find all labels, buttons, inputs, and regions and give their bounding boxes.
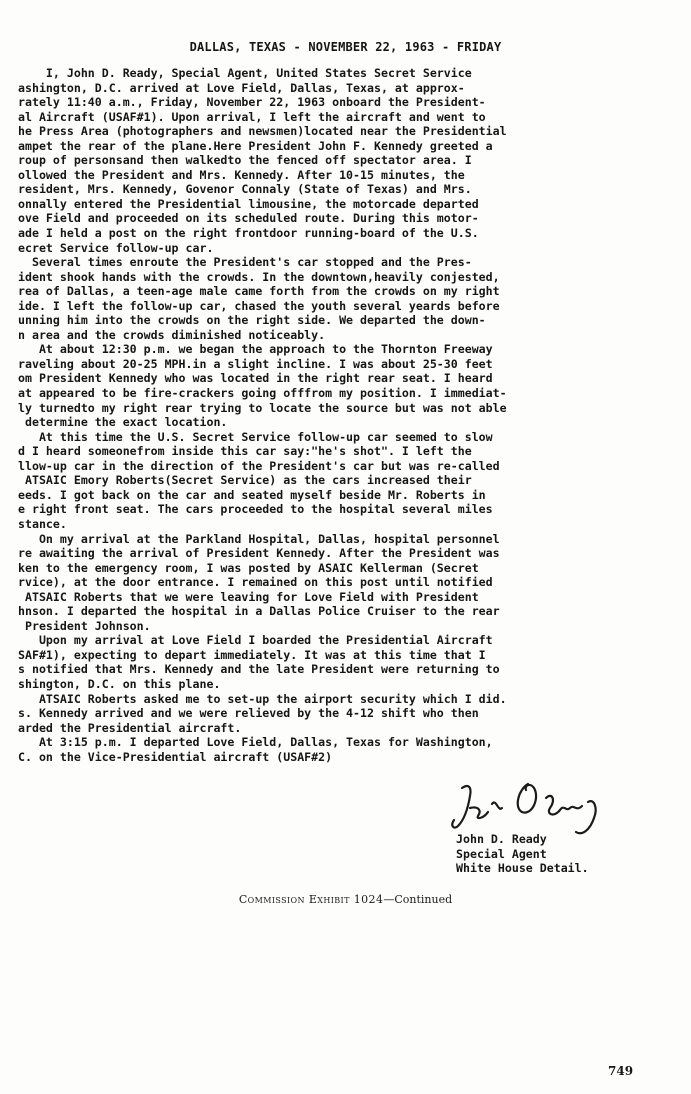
statement-line: ide. I left the follow-up car, chased the youth several yeards before [18, 298, 500, 313]
exhibit-label: Commission Exhibit 1024 [238, 893, 384, 906]
statement-line: ken to the emergency room, I was posted by ASAIC Kellerman (Secret [18, 560, 479, 575]
statement-line: SAF#1), expecting to depart immediately. It was at this time that I [18, 647, 486, 662]
statement-line: On my arrival at the Parkland Hospital, Dallas, hospital personnel [18, 531, 500, 546]
exhibit-suffix: —Continued [383, 893, 453, 906]
statement-line: ident shook hands with the crowds. In the downtown,heavily conjested, [18, 269, 500, 284]
statement-line: onnally entered the Presidential limousine, the motorcade departed [18, 196, 479, 211]
statement-body [18, 66, 668, 764]
statement-line: ampet the rear of the plane.Here President John F. Kennedy greeted a [18, 138, 493, 153]
statement-line: rvice), at the door entrance. I remained on this post until notified [18, 575, 493, 590]
statement-line: shington, D.C. on this plane. [18, 676, 221, 691]
statement-line: roup of personsand then walkedto the fenced off spectator area. I [18, 153, 472, 168]
statement-line: he Press Area (photographers and newsmen)located near the Presidential [18, 124, 507, 139]
statement-line: ashington, D.C. arrived at Love Field, Dallas, Texas, at approx- [18, 80, 465, 95]
signer-name: John D. Ready [456, 832, 547, 846]
statement-line: om President Kennedy who was located in the right rear seat. I heard [18, 371, 493, 386]
exhibit-caption [0, 893, 691, 906]
statement-line: Upon my arrival at Love Field I boarded the Presidential Aircraft [18, 633, 493, 648]
document-header: DALLAS, TEXAS - NOVEMBER 22, 1963 - FRIDAY [189, 40, 502, 54]
handwritten-signature-icon [448, 778, 608, 838]
statement-line: n area and the crowds diminished noticeably. [18, 327, 326, 342]
statement-line: At 3:15 p.m. I departed Love Field, Dallas, Texas for Washington, [18, 735, 493, 750]
statement-line: s. Kennedy arrived and we were relieved by the 4-12 shift who then [18, 706, 479, 721]
statement-line: ATSAIC Roberts asked me to set-up the airport security which I did. [18, 691, 507, 706]
statement-line: unning him into the crowds on the right side. We departed the down- [18, 313, 486, 328]
signer-title: Special Agent [456, 846, 547, 861]
statement-line: e right front seat. The cars proceeded to the hospital several miles [18, 502, 493, 517]
statement-line: d I heard someonefrom inside this car say:"he's shot". I left the [18, 444, 472, 459]
statement-line: ove Field and proceeded on its scheduled route. During this motor- [18, 211, 479, 226]
statement-line: At this time the U.S. Secret Service follow-up car seemed to slow [18, 429, 493, 444]
statement-line: arded the Presidential aircraft. [18, 720, 242, 735]
page-number: 749 [608, 1064, 634, 1078]
statement-line: raveling about 20-25 MPH.in a slight incline. I was about 25-30 feet [18, 356, 493, 371]
statement-line: C. on the Vice-Presidential aircraft (USAF#2) [18, 749, 333, 764]
statement-line: President Johnson. [18, 618, 151, 633]
statement-line: re awaiting the arrival of President Kennedy. After the President was [18, 546, 500, 561]
statement-line: At about 12:30 p.m. we began the approach to the Thornton Freeway [18, 342, 493, 357]
statement-line: ATSAIC Roberts that we were leaving for Love Field with President [18, 589, 479, 604]
statement-line: ATSAIC Emory Roberts(Secret Service) as the cars increased their [18, 473, 472, 488]
statement-line: I, John D. Ready, Special Agent, United States Secret Service [18, 66, 472, 80]
statement-line: ollowed the President and Mrs. Kennedy. After 10-15 minutes, the [18, 167, 465, 182]
statement-line: ade I held a post on the right frontdoor running-board of the U.S. [18, 226, 479, 241]
statement-line: al Aircraft (USAF#1). Upon arrival, I left the aircraft and went to [18, 109, 486, 124]
statement-line: stance. [18, 516, 67, 531]
statement-line: resident, Mrs. Kennedy, Govenor Connaly (State of Texas) and Mrs. [18, 182, 472, 197]
statement-line: at appeared to be fire-crackers going offfrom my position. I immediat- [18, 386, 507, 401]
statement-line: determine the exact location. [18, 415, 228, 430]
statement-line: llow-up car in the direction of the President's car but was re-called [18, 458, 500, 473]
statement-line: hnson. I departed the hospital in a Dallas Police Cruiser to the rear [18, 604, 500, 619]
statement-line: ly turnedto my right rear trying to locate the source but was not able [18, 400, 507, 415]
signature-block [456, 832, 589, 876]
statement-line: s notified that Mrs. Kennedy and the late President were returning to [18, 662, 500, 677]
statement-line: eeds. I got back on the car and seated myself beside Mr. Roberts in [18, 487, 486, 502]
statement-line: rately 11:40 a.m., Friday, November 22, 1963 onboard the President- [18, 95, 486, 110]
signer-unit: White House Detail. [456, 861, 589, 876]
statement-line: rea of Dallas, a teen-age male came forth from the crowds on my right [18, 284, 500, 299]
statement-line: Several times enroute the President's car stopped and the Pres- [18, 255, 472, 270]
statement-line: ecret Service follow-up car. [18, 240, 214, 255]
